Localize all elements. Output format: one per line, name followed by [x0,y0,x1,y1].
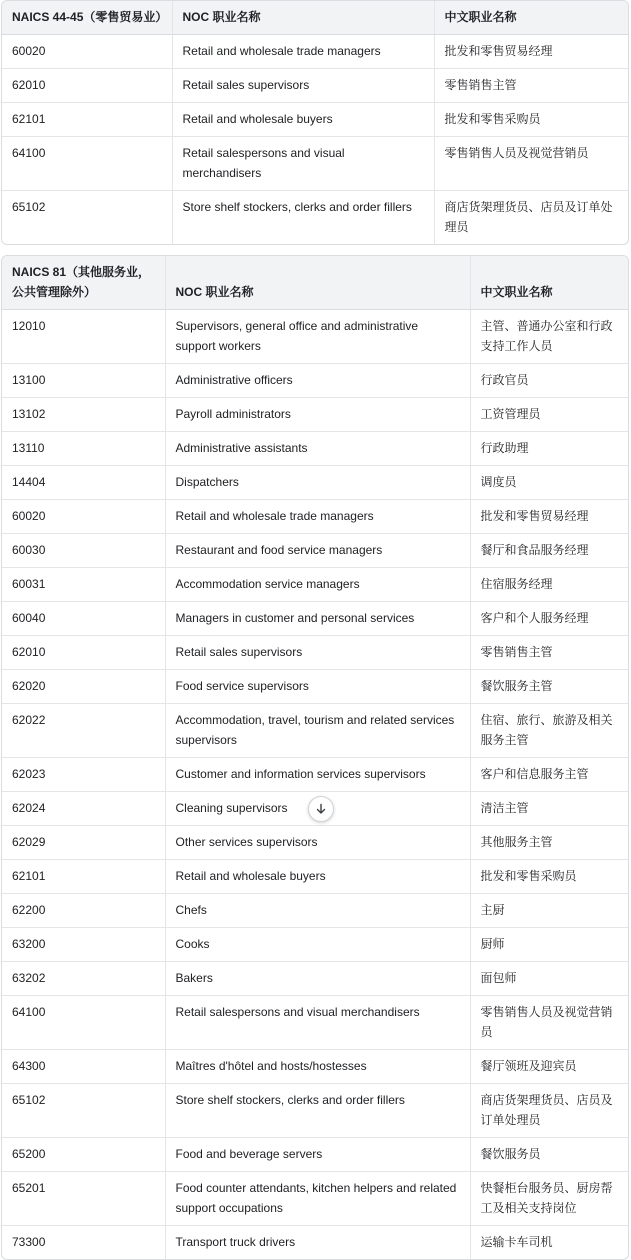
chinese-title-cell: 商店货架理货员、店员及订单处理员 [470,1084,628,1138]
noc-code-cell: 12010 [2,310,165,364]
noc-code-cell: 60031 [2,568,165,602]
table-row [2,636,628,670]
table-body [2,35,628,245]
noc-code-cell: 64300 [2,1050,165,1084]
noc-code-cell: 63202 [2,962,165,996]
noc-code-cell: 60030 [2,534,165,568]
noc-code-cell: 13100 [2,364,165,398]
noc-code-cell: 13110 [2,432,165,466]
table-row [2,602,628,636]
chinese-title-cell: 批发和零售采购员 [434,103,628,137]
noc-title-cell: Retail salespersons and visual merchandisers [172,137,434,191]
chinese-title-cell: 快餐柜台服务员、厨房帮工及相关支持岗位 [470,1172,628,1226]
chinese-title-cell: 零售销售主管 [470,636,628,670]
chinese-title-cell: 餐厅领班及迎宾员 [470,1050,628,1084]
chinese-title-cell: 客户和信息服务主管 [470,758,628,792]
table-row [2,1050,628,1084]
noc-code-cell: 63200 [2,928,165,962]
noc-title-cell: Store shelf stockers, clerks and order fillers [172,191,434,245]
chinese-title-cell: 零售销售人员及视觉营销员 [470,996,628,1050]
chinese-title-cell: 商店货架理货员、店员及订单处理员 [444,200,613,234]
table-row [2,1084,628,1138]
chinese-title-cell: 工资管理员 [470,398,628,432]
chinese-title-cell: 餐厅和食品服务经理 [470,534,628,568]
header-noc-title: NOC 职业名称 [165,256,470,310]
chinese-title-cell: 客户和个人服务经理 [470,602,628,636]
table-row [2,860,628,894]
noc-title-cell: Administrative assistants [165,432,470,466]
noc-title-cell: Restaurant and food service managers [165,534,470,568]
table-row [2,103,628,137]
chinese-title-cell: 批发和零售贸易经理 [434,35,628,69]
noc-code-cell: 60020 [2,35,172,69]
table-row [2,962,628,996]
noc-title-cell: Store shelf stockers, clerks and order fillers [165,1084,470,1138]
noc-code-cell: 13102 [2,398,165,432]
table-row [2,568,628,602]
chinese-title-cell: 清洁主管 [470,792,628,826]
noc-title-cell: Transport truck drivers [165,1226,470,1260]
table-row [2,432,628,466]
noc-code-cell: 65200 [2,1138,165,1172]
noc-code-cell: 64100 [2,137,172,191]
noc-title-cell: Customer and information services supervisors [165,758,470,792]
noc-code-cell: 64100 [2,996,165,1050]
chinese-title-cell: 行政官员 [470,364,628,398]
table-row [2,996,628,1050]
noc-code-cell: 65102 [2,191,172,245]
chinese-title-cell: 零售销售人员及视觉营销员 [434,137,628,191]
table-row [2,1226,628,1260]
arrow-down-icon [315,803,327,815]
table-header-row [2,1,628,35]
noc-code-cell: 73300 [2,1226,165,1260]
noc-title-cell: Administrative officers [165,364,470,398]
noc-title-cell: Food counter attendants, kitchen helpers and related support occupations [165,1172,470,1226]
noc-code-cell: 62020 [2,670,165,704]
noc-title-cell: Retail and wholesale trade managers [165,500,470,534]
chinese-title-cell: 主管、普通办公室和行政支持工作人员 [470,310,628,364]
table-row [2,826,628,860]
chinese-title-cell: 主厨 [470,894,628,928]
noc-title-cell: Food service supervisors [165,670,470,704]
noc-code-cell: 60040 [2,602,165,636]
noc-title-cell: Retail and wholesale buyers [165,860,470,894]
table-row [2,500,628,534]
noc-title-cell: Other services supervisors [165,826,470,860]
table-row [2,35,628,69]
noc-title-cell: Cooks [165,928,470,962]
noc-code-cell: 62024 [2,792,165,826]
table-row [2,69,628,103]
noc-title-cell: Maîtres d'hôtel and hosts/hostesses [165,1050,470,1084]
table-row [2,398,628,432]
chinese-title-cell: 厨师 [470,928,628,962]
noc-code-cell: 62010 [2,636,165,670]
table-body [2,310,628,1260]
naics-81-table [1,255,629,1260]
noc-title-cell: Retail and wholesale buyers [172,103,434,137]
table-row [2,704,628,758]
chinese-title-cell: 面包师 [470,962,628,996]
table-row [2,1172,628,1226]
chinese-title-cell: 调度员 [470,466,628,500]
noc-code-cell: 60020 [2,500,165,534]
table-row [2,894,628,928]
noc-title-cell: Cleaning supervisors [165,792,470,826]
chinese-title-cell: 运输卡车司机 [480,1235,553,1249]
header-chinese-title: 中文职业名称 [434,1,628,35]
chinese-title-cell: 餐饮服务员 [470,1138,628,1172]
table-row [2,137,628,191]
chinese-title-cell: 餐饮服务主管 [470,670,628,704]
noc-code-cell: 62029 [2,826,165,860]
header-naics: NAICS 81（其他服务业，公共管理除外） [2,256,165,310]
noc-title-cell: Dispatchers [165,466,470,500]
chinese-title-cell: 零售销售主管 [434,69,628,103]
noc-code-cell: 65102 [2,1084,165,1138]
noc-code-cell: 65201 [2,1172,165,1226]
noc-title-cell: Managers in customer and personal services [165,602,470,636]
chinese-title-cell: 批发和零售贸易经理 [470,500,628,534]
header-naics: NAICS 44-45（零售贸易业） [2,1,172,35]
noc-code-cell: 62101 [2,103,172,137]
noc-title-cell: Retail sales supervisors [165,636,470,670]
table-row [2,191,628,245]
table-row [2,534,628,568]
table-row [2,310,628,364]
chinese-title-cell: 行政助理 [470,432,628,466]
noc-title-cell: Chefs [165,894,470,928]
table-row [2,928,628,962]
noc-code-cell: 62101 [2,860,165,894]
table-row [2,364,628,398]
noc-code-cell: 62023 [2,758,165,792]
chinese-title-cell: 住宿服务经理 [470,568,628,602]
noc-title-cell: Bakers [165,962,470,996]
noc-title-cell: Accommodation service managers [165,568,470,602]
noc-title-cell: Supervisors, general office and administrative support workers [165,310,470,364]
table-row [2,670,628,704]
header-chinese-title: 中文职业名称 [470,256,628,310]
noc-code-cell: 14404 [2,466,165,500]
chinese-title-cell: 住宿、旅行、旅游及相关服务主管 [470,704,628,758]
noc-title-cell: Retail and wholesale trade managers [172,35,434,69]
noc-title-cell: Payroll administrators [165,398,470,432]
noc-code-cell: 62022 [2,704,165,758]
noc-title-cell: Retail sales supervisors [172,69,434,103]
noc-title-cell: Retail salespersons and visual merchandisers [165,996,470,1050]
table-row [2,466,628,500]
scroll-to-bottom-button[interactable] [308,796,334,822]
chinese-title-cell: 批发和零售采购员 [470,860,628,894]
header-noc-title: NOC 职业名称 [172,1,434,35]
chinese-title-cell: 其他服务主管 [470,826,628,860]
noc-code-cell: 62010 [2,69,172,103]
table-row [2,758,628,792]
table-row [2,1138,628,1172]
noc-title-cell: Accommodation, travel, tourism and related services supervisors [165,704,470,758]
table-header-row [2,256,628,310]
noc-code-cell: 62200 [2,894,165,928]
noc-title-cell: Food and beverage servers [165,1138,470,1172]
naics-44-45-table [1,0,629,245]
